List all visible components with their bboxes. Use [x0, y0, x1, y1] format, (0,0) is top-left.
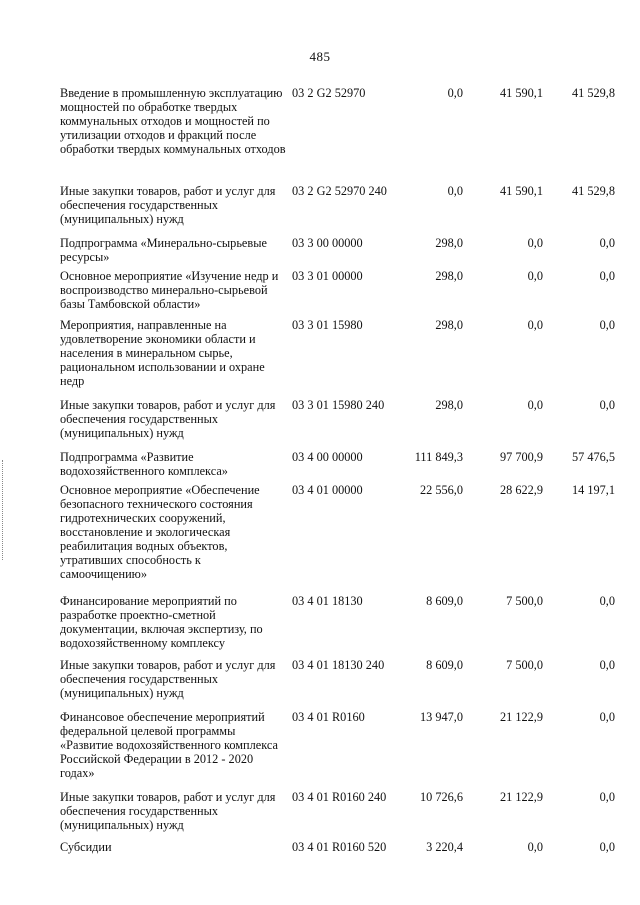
row-name: Подпрограмма «Минерально-сырьевые ресурсы» [60, 236, 267, 264]
row-code: 03 3 01 15980 [292, 318, 363, 332]
row-value-1: 298,0 [435, 269, 463, 283]
row-code: 03 3 01 00000 [292, 269, 363, 283]
page-number: 485 [309, 49, 331, 64]
row-value-1: 3 220,4 [426, 840, 463, 854]
row-value-1: 111 849,3 [414, 450, 463, 464]
row-code: 03 3 01 15980 240 [292, 398, 385, 412]
row-name: Иные закупки товаров, работ и услуг для обеспечения государственных (муниципальных) нужд [60, 398, 276, 440]
table-row [60, 184, 615, 236]
row-code: 03 4 01 R0160 240 [292, 790, 387, 804]
row-name: Иные закупки товаров, работ и услуг для обеспечения государственных (муниципальных) нужд [60, 184, 276, 226]
row-value-3: 14 197,1 [571, 483, 615, 497]
table-row [60, 483, 615, 594]
row-value-1: 22 556,0 [419, 483, 463, 497]
row-value-1: 0,0 [447, 86, 463, 100]
row-name: Основное мероприятие «Обеспечение безопасного технического состояния гидротехнических сооружений, восстановление и экологическая реабилитация водных объектов, утративших способность к самоочищению» [60, 483, 260, 581]
row-value-3: 0,0 [599, 236, 615, 250]
row-code: 03 4 01 R0160 [292, 710, 365, 724]
row-value-3: 0,0 [599, 594, 615, 608]
row-value-3: 0,0 [599, 710, 615, 724]
row-value-1: 298,0 [435, 398, 463, 412]
row-value-2: 97 700,9 [499, 450, 543, 464]
row-code: 03 2 G2 52970 240 [292, 184, 387, 198]
row-name: Иные закупки товаров, работ и услуг для обеспечения государственных (муниципальных) нужд [60, 790, 276, 832]
row-value-2: 0,0 [527, 398, 543, 412]
row-value-2: 41 590,1 [499, 184, 543, 198]
row-value-1: 8 609,0 [426, 594, 463, 608]
table-row [60, 840, 615, 860]
row-code: 03 4 01 R0160 520 [292, 840, 387, 854]
row-code: 03 4 01 18130 240 [292, 658, 385, 672]
row-value-2: 0,0 [527, 840, 543, 854]
row-value-3: 57 476,5 [571, 450, 615, 464]
row-name: Мероприятия, направленные на удовлетворение экономики области и населения в минеральном сырье, рациональном использовании и охране недр [60, 318, 265, 388]
row-name: Субсидии [60, 840, 112, 854]
table-row [60, 398, 615, 450]
budget-table [60, 86, 615, 860]
row-value-3: 0,0 [599, 658, 615, 672]
table-row [60, 658, 615, 710]
row-value-2: 28 622,9 [499, 483, 543, 497]
table-row [60, 236, 615, 269]
row-code: 03 4 01 18130 [292, 594, 363, 608]
row-name: Введение в промышленную эксплуатацию мощностей по обработке твердых коммунальных отходов и мощностей по утилизации отходов и фракций после обработки твердых коммунальных отходов [60, 86, 286, 156]
row-value-3: 0,0 [599, 790, 615, 804]
row-value-2: 7 500,0 [506, 594, 543, 608]
row-value-1: 10 726,6 [419, 790, 463, 804]
row-value-2: 0,0 [527, 318, 543, 332]
table-row [60, 710, 615, 790]
table-row [60, 269, 615, 318]
table-row [60, 86, 615, 184]
row-name: Финансирование мероприятий по разработке проектно-сметной документации, включая экспертизу, по водохозяйственному комплексу [60, 594, 263, 650]
row-value-3: 41 529,8 [571, 184, 615, 198]
table-row [60, 790, 615, 840]
row-value-1: 8 609,0 [426, 658, 463, 672]
row-code: 03 2 G2 52970 [292, 86, 366, 100]
row-value-1: 0,0 [447, 184, 463, 198]
row-name: Основное мероприятие «Изучение недр и воспроизводство минерально-сырьевой базы Тамбовской области» [60, 269, 279, 311]
row-code: 03 4 01 00000 [292, 483, 363, 497]
row-value-1: 13 947,0 [419, 710, 463, 724]
row-code: 03 3 00 00000 [292, 236, 363, 250]
row-value-3: 41 529,8 [571, 86, 615, 100]
row-value-3: 0,0 [599, 398, 615, 412]
row-value-3: 0,0 [599, 318, 615, 332]
row-value-2: 7 500,0 [506, 658, 543, 672]
margin-scan-mark [2, 460, 6, 560]
row-value-1: 298,0 [435, 318, 463, 332]
row-value-3: 0,0 [599, 269, 615, 283]
table-row [60, 318, 615, 398]
row-name: Иные закупки товаров, работ и услуг для обеспечения государственных (муниципальных) нужд [60, 658, 276, 700]
row-value-2: 0,0 [527, 269, 543, 283]
row-value-2: 21 122,9 [499, 710, 543, 724]
row-name: Финансовое обеспечение мероприятий федеральной целевой программы «Развитие водохозяйственного комплекса Российской Федерации в 2012 - 2020 годах» [60, 710, 278, 780]
row-value-2: 21 122,9 [499, 790, 543, 804]
row-value-1: 298,0 [435, 236, 463, 250]
table-row [60, 450, 615, 483]
row-value-2: 0,0 [527, 236, 543, 250]
table-row [60, 594, 615, 658]
row-code: 03 4 00 00000 [292, 450, 363, 464]
row-name: Подпрограмма «Развитие водохозяйственного комплекса» [60, 450, 228, 478]
row-value-3: 0,0 [599, 840, 615, 854]
row-value-2: 41 590,1 [499, 86, 543, 100]
